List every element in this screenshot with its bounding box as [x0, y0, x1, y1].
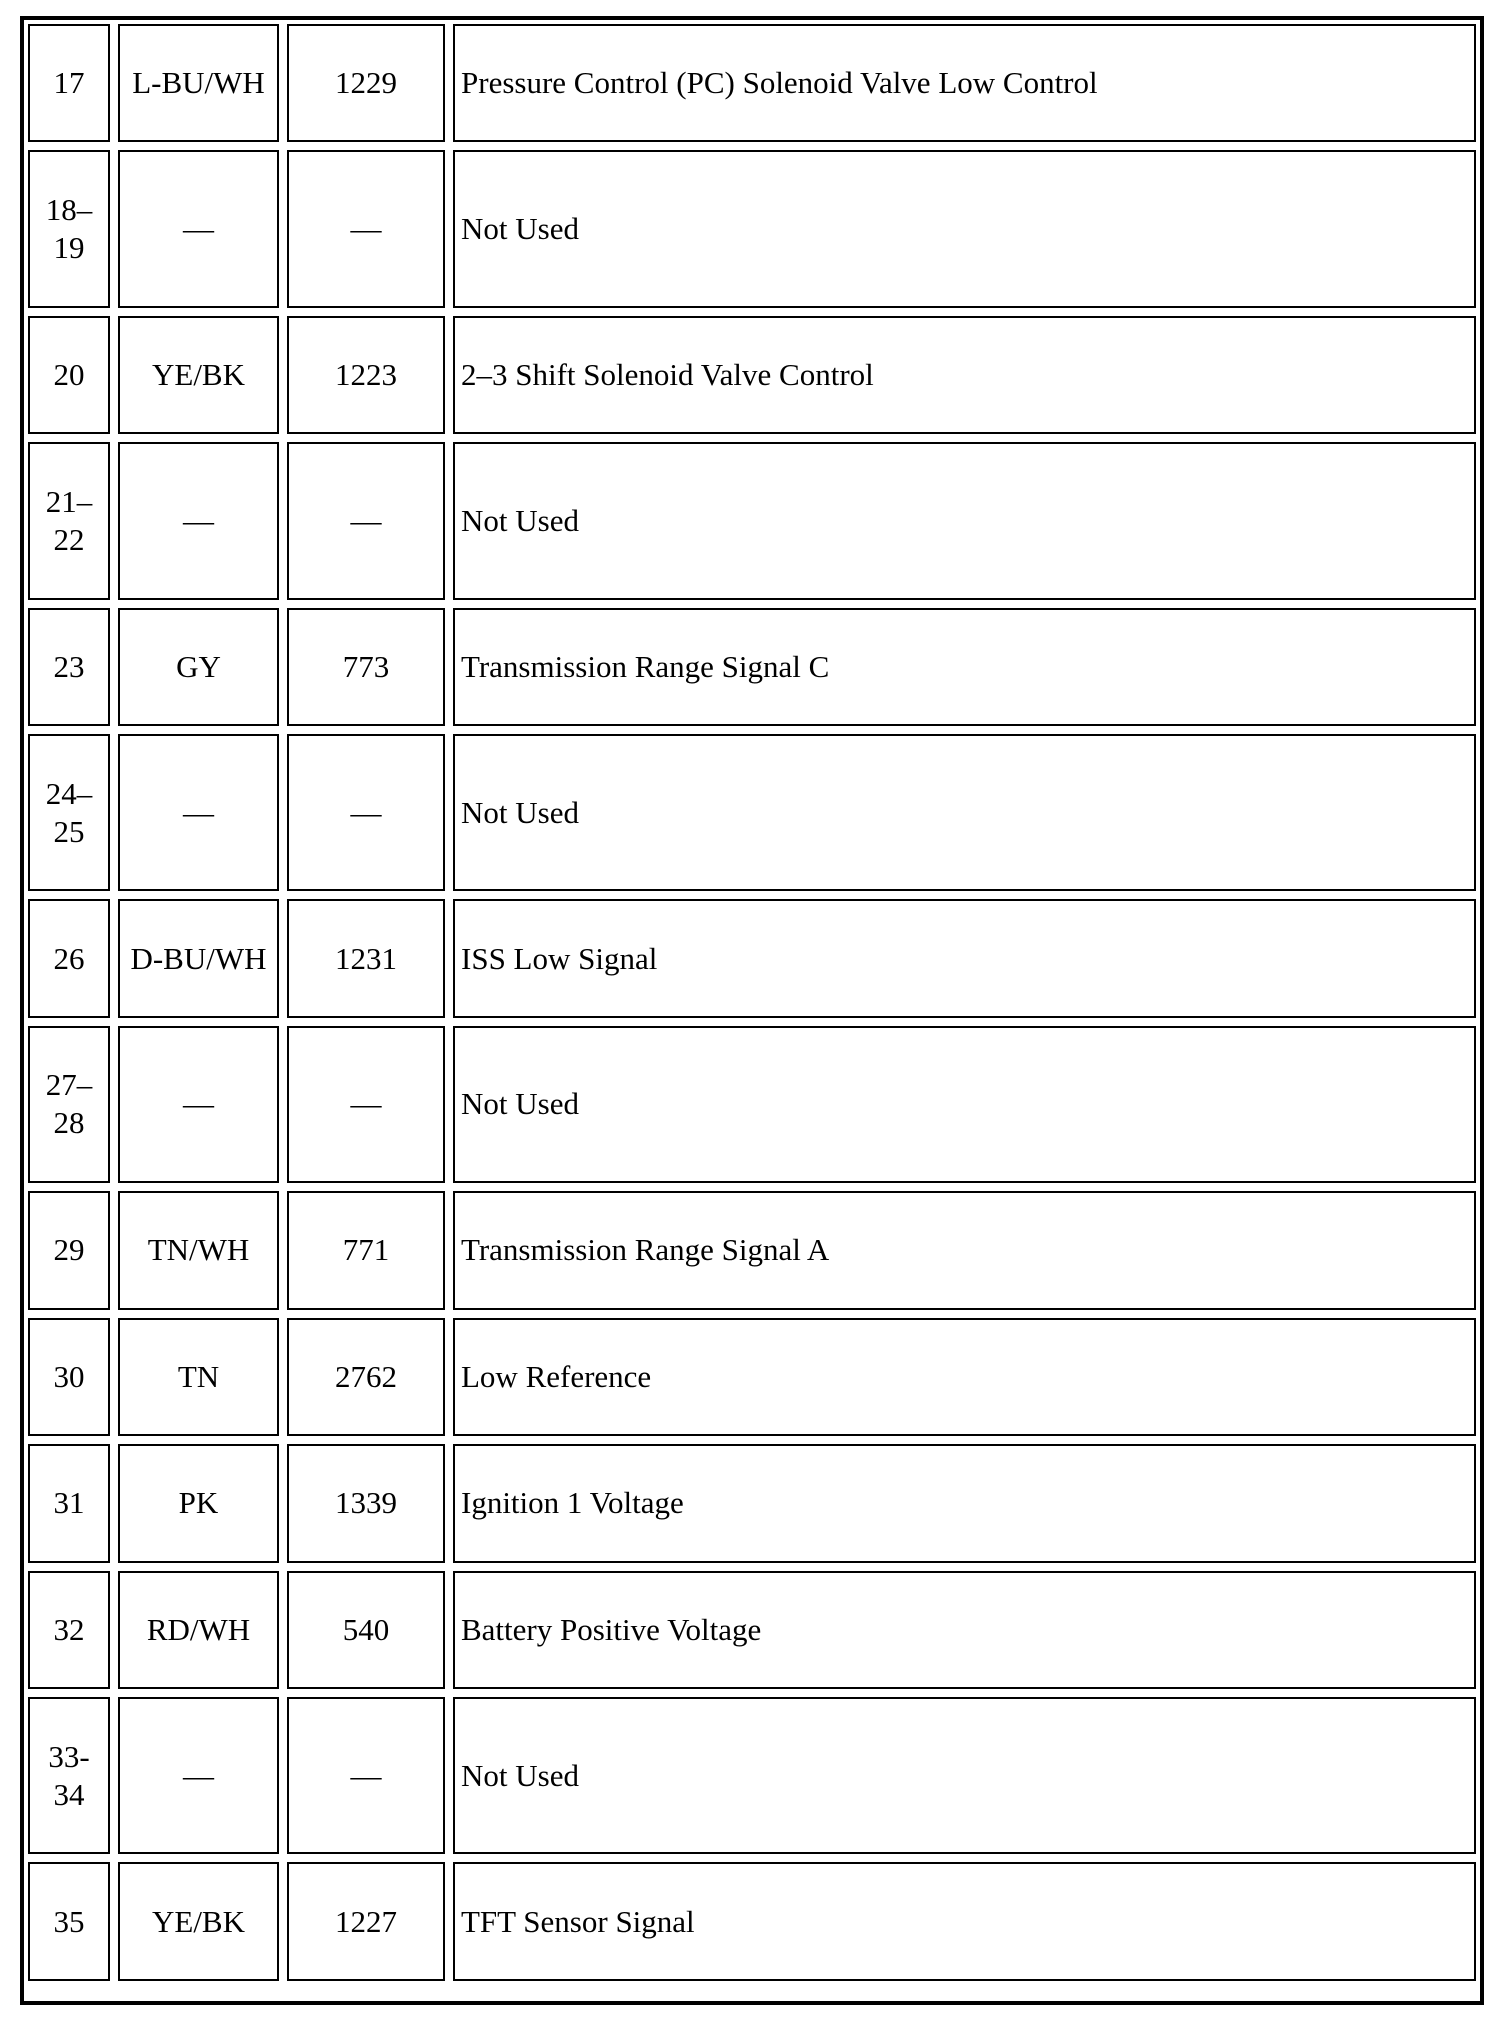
function-cell: Transmission Range Signal C [453, 608, 1476, 726]
wire-color-cell: D-BU/WH [118, 899, 279, 1017]
table-row [28, 1318, 1476, 1436]
circuit-number-cell: 1339 [287, 1444, 445, 1562]
pin-cell: 29 [28, 1191, 110, 1309]
pin-cell: 23 [28, 608, 110, 726]
table-row [28, 734, 1476, 891]
circuit-number-cell: 773 [287, 608, 445, 726]
wire-color-cell: YE/BK [118, 1862, 279, 1981]
wire-color-cell: GY [118, 608, 279, 726]
table-row [28, 608, 1476, 726]
wire-color-cell: — [118, 734, 279, 891]
function-cell: TFT Sensor Signal [453, 1862, 1476, 1981]
wire-color-cell: — [118, 1697, 279, 1854]
table-row [28, 150, 1476, 307]
function-cell: Battery Positive Voltage [453, 1571, 1476, 1689]
pin-cell: 31 [28, 1444, 110, 1562]
circuit-number-cell: 1227 [287, 1862, 445, 1981]
circuit-number-cell: — [287, 150, 445, 307]
circuit-number-cell: 1223 [287, 316, 445, 434]
table-row [28, 316, 1476, 434]
pin-cell: 33- 34 [28, 1697, 110, 1854]
wire-color-cell: — [118, 442, 279, 599]
circuit-number-cell: — [287, 1697, 445, 1854]
function-cell: Low Reference [453, 1318, 1476, 1436]
pin-cell: 20 [28, 316, 110, 434]
function-cell: Not Used [453, 734, 1476, 891]
function-cell: Not Used [453, 442, 1476, 599]
wire-color-cell: — [118, 150, 279, 307]
wire-color-cell: TN/WH [118, 1191, 279, 1309]
table-row [28, 1026, 1476, 1183]
circuit-number-cell: 2762 [287, 1318, 445, 1436]
function-cell: Pressure Control (PC) Solenoid Valve Low Control [453, 24, 1476, 142]
wire-color-cell: — [118, 1026, 279, 1183]
function-cell: Not Used [453, 1026, 1476, 1183]
wire-color-cell: RD/WH [118, 1571, 279, 1689]
circuit-number-cell: — [287, 734, 445, 891]
circuit-number-cell: 540 [287, 1571, 445, 1689]
pin-cell: 18– 19 [28, 150, 110, 307]
pin-cell: 35 [28, 1862, 110, 1981]
table-row [28, 24, 1476, 142]
pinout-body [28, 24, 1476, 1981]
table-row [28, 1862, 1476, 1981]
circuit-number-cell: 1229 [287, 24, 445, 142]
function-cell: Not Used [453, 1697, 1476, 1854]
pin-cell: 21– 22 [28, 442, 110, 599]
circuit-number-cell: — [287, 1026, 445, 1183]
wire-color-cell: YE/BK [118, 316, 279, 434]
function-cell: Transmission Range Signal A [453, 1191, 1476, 1309]
table-row [28, 442, 1476, 599]
function-cell: Not Used [453, 150, 1476, 307]
function-cell: Ignition 1 Voltage [453, 1444, 1476, 1562]
pin-cell: 27– 28 [28, 1026, 110, 1183]
pin-cell: 24– 25 [28, 734, 110, 891]
circuit-number-cell: 1231 [287, 899, 445, 1017]
table-row [28, 1697, 1476, 1854]
table-row [28, 1444, 1476, 1562]
function-cell: 2–3 Shift Solenoid Valve Control [453, 316, 1476, 434]
table-row [28, 899, 1476, 1017]
connector-pinout-table [20, 16, 1484, 2005]
wire-color-cell: L-BU/WH [118, 24, 279, 142]
table-row [28, 1191, 1476, 1309]
function-cell: ISS Low Signal [453, 899, 1476, 1017]
table-row [28, 1571, 1476, 1689]
circuit-number-cell: 771 [287, 1191, 445, 1309]
wire-color-cell: TN [118, 1318, 279, 1436]
pin-cell: 32 [28, 1571, 110, 1689]
pinout-grid [20, 16, 1484, 1989]
pin-cell: 30 [28, 1318, 110, 1436]
wire-color-cell: PK [118, 1444, 279, 1562]
pin-cell: 26 [28, 899, 110, 1017]
circuit-number-cell: — [287, 442, 445, 599]
pin-cell: 17 [28, 24, 110, 142]
